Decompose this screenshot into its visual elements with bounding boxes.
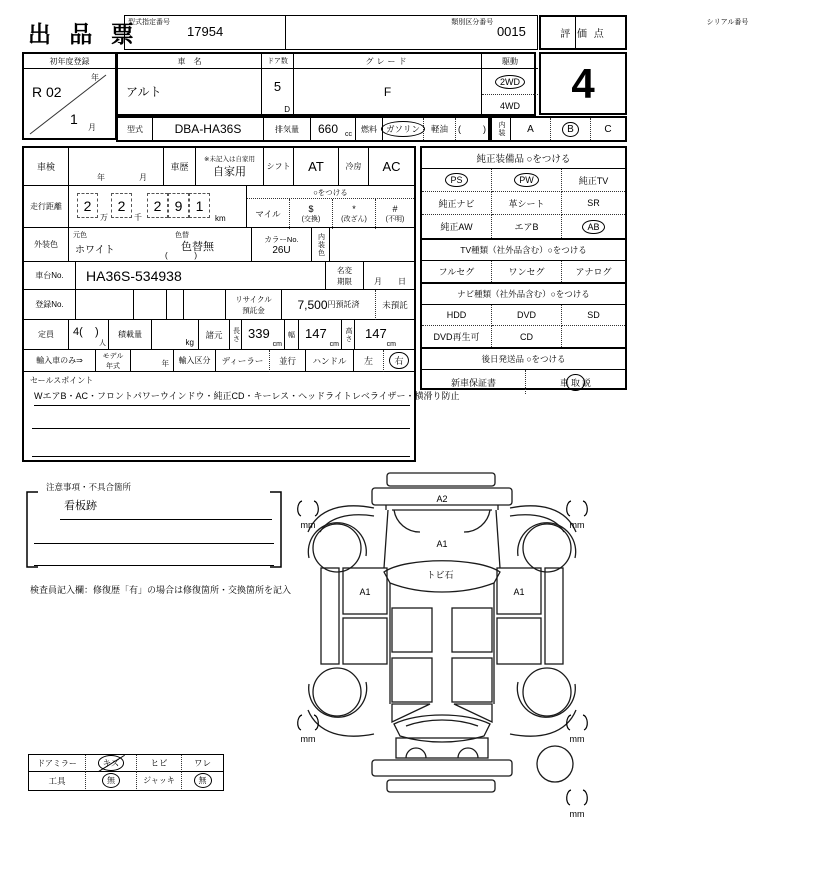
car-name-value: アルト [126,85,162,99]
length-value: 339 [248,326,270,341]
rename-month: 月 [374,277,382,286]
headlight-left [394,510,420,532]
cabin-box-3 [392,658,432,702]
spec-label: 諸元 [199,320,230,350]
width-cell [299,320,342,350]
equipment-title: 純正装備品 ○をつける [422,148,625,169]
sd-cell: SD [562,305,625,326]
capacity-unit: 人 [99,340,106,347]
ab-cell [562,215,625,238]
equipment-row-3 [422,215,625,238]
disp-label: 排気量 [264,118,311,140]
mm-bottom-right: mm [569,734,585,744]
exchange-option [290,199,333,229]
base-color-label: 元色 [73,232,87,239]
fuel-diesel-cell: 軽油 [424,118,456,140]
manual-cell [526,370,625,394]
model-row [116,116,490,142]
shift-label: シフト [264,148,294,186]
handle-right-circled: 右 [394,356,404,366]
rear-right-wheel [523,668,571,716]
recolor-value: 色替無 [181,241,214,253]
tool-none-cell [86,772,137,789]
mm-bottom-left: mm [300,734,316,744]
bracket-top-right [567,501,588,516]
score-label-box: 評 価 点 [539,15,627,50]
mile-options [247,199,414,229]
windshield-mark: トビ石 [426,570,454,580]
doors-col [262,54,294,114]
color-no-label: カラーNo. [264,234,299,244]
capacity-cell [69,320,109,350]
cabin-box-4 [452,658,492,702]
first-reg-label: 初年度登録 [24,54,115,69]
mileage-sen: 千 [134,213,142,222]
diagonal-line [24,69,115,139]
door-mirror-label: ドアミラー [29,755,86,772]
serial-cell [704,16,827,49]
jack-none-cell [182,772,223,789]
shaken-label: 車検 [24,148,69,186]
mileage-digit-1: 2 [77,193,98,218]
cool-label: 冷房 [339,148,369,186]
class-code-label: 類別区分番号 [451,19,494,26]
navi-type-row-1 [422,305,625,326]
manual-post: 説 [582,377,592,388]
sales-point-line-2 [32,428,410,429]
mm-top-right: mm [569,520,585,530]
sales-point-line-3 [32,456,410,457]
mileage-digit-3: 2 [147,193,168,218]
caution-line-2 [34,543,274,544]
fuel-gas-circled: ガソリン [385,124,420,134]
headlight-right [464,510,490,532]
car-name-label: 車 名 [118,54,261,69]
rename-label-2: 期限 [337,276,352,286]
reg-no-box-3 [167,290,184,320]
first-reg-month-unit: 月 [88,123,96,132]
interior-a: A [511,118,551,140]
height-label: 高さ [342,320,355,350]
doors-value: 5 [273,79,282,94]
inspector-note: 検査員記入欄：修復歴「有」の場合は修復箇所・交換箇所を記入 [30,585,292,595]
factory-tv-cell: 純正TV [562,169,625,192]
mile-option: マイル [247,199,290,229]
color-no-value: 26U [272,244,291,256]
sales-point-area [24,372,460,460]
equipment-row-2 [422,192,625,215]
model-code-value: 17954 [187,24,224,39]
fuel-gas-cell [383,118,424,140]
tool-table [28,754,224,791]
width-label: 幅 [285,320,299,350]
chassis-label: 車台No. [24,262,76,290]
recycle-label-1: リサイクル [235,294,272,304]
exchange-label: (交換) [301,216,321,223]
interior-label: 内装 [492,118,511,140]
interior-b-circled: B [567,123,574,135]
equipment-row-1 [422,169,625,192]
airbag-cell: エアB [492,215,562,238]
first-reg-value: R 02 [32,84,62,100]
drive-label: 駆動 [482,54,538,69]
jack-label: ジャッキ [137,772,182,789]
interior-grade-row [490,116,627,142]
model-year-label-2: 年式 [106,362,120,370]
shaken-month-unit: 月 [139,173,147,182]
history-label: 車歴 [164,148,196,186]
history-value: 自家用 [213,166,246,178]
front-plate [387,473,495,486]
recycle-amount-suffix: 円預託済 [327,300,360,309]
mile-group [247,186,414,228]
mileage-unit: km [215,214,226,223]
height-cell [355,320,414,350]
page-title: 出 品 票 [28,21,140,47]
doors-label: ドア数 [262,54,293,69]
doors-d: D [284,105,290,114]
color-no-cell [252,228,312,262]
right-side-mark: A1 [513,587,525,597]
caution-line-1 [60,519,272,520]
mileage-digit-4: 9 [168,193,189,218]
load-label: 積載量 [109,320,152,350]
class-code-value: 0015 [496,24,526,39]
capacity-label: 定員 [24,320,69,350]
ext-color-label: 外装色 [24,228,69,262]
tool-row-2 [29,772,223,789]
interior-b-cell [551,118,591,140]
front-left-fender [308,523,366,558]
bracket-bottom-right [567,715,588,730]
ab-circled: AB [587,221,600,232]
first-reg-year-unit: 年 [91,73,99,82]
doors-cell [262,69,293,115]
rear-left-wheel [313,668,361,716]
grade-col [294,54,482,114]
rear-bumper [372,760,512,776]
mile-circle-note: ○をつける [247,186,414,199]
vehicle-top-block [116,52,536,116]
ware-cell: ワレ [182,755,223,772]
recolor-paren: ( ) [165,251,197,260]
fullseg-cell: フルセグ [422,261,492,282]
left-rear-door [343,618,387,664]
shift-value: AT [294,148,339,186]
reg-no-box-4 [184,290,226,320]
fuel-label: 燃料 [356,118,383,140]
tv-type-title: TV種類（社外品含む）○をつける [422,238,625,261]
caution-line-3 [34,565,274,566]
later-ship-row [422,370,625,394]
tool-row-1 [29,755,223,772]
cd-cell: CD [492,326,562,347]
drive-col [482,54,538,114]
chassis-cell [76,262,326,290]
fuel-other-close: ) [483,124,486,134]
sales-point-label: セールスポイント [30,376,94,385]
unknown-symbol: # [392,204,398,214]
grade-value: F [383,85,392,99]
recolor-label: 色替 [175,232,189,239]
manual-pre: 車 [559,377,569,388]
front-bumper-mark: A2 [436,494,448,504]
int-color-cell [330,228,414,262]
mileage-cell [69,186,247,228]
bracket-spare [567,790,588,805]
fuel-other-cell [456,118,488,140]
height-value: 147 [365,326,387,341]
mileage-man: 万 [100,213,108,222]
oneseg-cell: ワンセグ [492,261,562,282]
tampered-label: (改ざん) [341,216,367,223]
rear-right-fender [517,682,575,717]
rename-date-cell [364,262,414,290]
rear-left-fender [309,682,367,717]
warranty-book-cell: 新車保証書 [422,370,526,394]
unknown-label: (不明) [385,216,405,223]
color-cell [69,228,252,262]
base-color-value: ホワイト [75,245,115,256]
recycle-label-2: 預託金 [242,305,265,315]
right-rocker [545,568,563,664]
model-value: DBA-HA36S [153,118,264,140]
model-year-label-cell [96,350,131,372]
handle-left: 左 [354,350,384,372]
jack-none-circled: 無 [198,776,207,785]
factory-aw-cell: 純正AW [422,215,492,238]
parallel-option: 並行 [270,350,306,372]
pw-cell [492,169,562,192]
mileage-digit-2: 2 [111,193,132,218]
hdd-cell: HDD [422,305,492,326]
recycle-label-cell [226,290,282,320]
tv-type-row [422,261,625,282]
first-reg-cell [24,69,115,139]
spare-tire [537,746,573,782]
tail-lights [406,748,478,758]
right-rear-door [497,618,541,664]
drive-4wd-cell: 4WD [500,100,520,111]
sunroof-cell: SR [562,192,625,215]
length-cell [242,320,285,350]
later-ship-title: 後日発送品 ○をつける [422,347,625,370]
factory-navi-cell: 純正ナビ [422,192,492,215]
car-name-cell [118,69,261,115]
handle-right-cell [384,350,414,372]
bracket-top-left [298,501,319,516]
model-year-unit: 年 [161,359,169,368]
bumper-notches [386,505,498,510]
manual-circled: 取 [570,377,580,388]
model-year-cell [131,350,174,372]
recycle-value-cell [282,290,376,320]
navi-type-title: ナビ種類（社外品含む）○をつける [422,282,625,305]
drive-2wd-circled: 2WD [500,76,520,87]
rear-window-arc [406,720,478,726]
length-unit: cm [272,341,282,348]
width-unit: cm [329,341,339,348]
model-label: 型式 [118,118,153,140]
score-value-box: 4 [539,52,627,115]
caution-label: 注意事項・不具合箇所 [46,482,132,492]
shaken-year-unit: 年 [97,173,105,182]
model-year-label-1: モデル [102,352,124,360]
pw-circled: PW [519,175,534,185]
tampered-symbol: * [352,204,356,214]
load-cell [152,320,199,350]
disp-cell [311,118,356,140]
capacity-value: 4( ) [73,326,99,338]
length-label: 長さ [230,320,242,350]
history-cell [196,148,264,186]
ps-cell [422,169,492,192]
unknown-option [376,199,414,229]
caution-text: 看板跡 [64,500,97,512]
exchange-symbol: $ [308,204,314,214]
tampered-option [333,199,376,229]
dvd-play-cell: DVD再生可 [422,326,492,347]
model-code-label: 型式指定番号 [128,19,170,26]
reg-no-label: 登録No. [24,290,76,320]
mileage-label: 走行距離 [24,186,69,228]
serial-label: シリアル番号 [706,19,749,26]
left-side-mark: A1 [359,587,371,597]
load-unit: kg [185,338,194,347]
height-unit: cm [386,341,396,348]
reg-no-box-2 [134,290,167,320]
handle-label: ハンドル [306,350,354,372]
rear-panel [396,738,488,758]
sales-point-text: WエアB・AC・フロントパワーウインドウ・純正CD・キーレス・ヘッドライトレベライザー・横滑り防止 [34,389,410,406]
analog-cell: アナログ [575,267,612,277]
front-right-fender [518,523,576,558]
car-condition-diagram [288,468,640,820]
import-only-label: 輸入車のみ⇒ [24,350,96,372]
fuel-other-open: ( [458,124,461,134]
cool-value: AC [369,148,414,186]
kizu-cell [86,755,137,772]
int-color-label: 内装色 [312,228,330,262]
grade-label: グレード [294,54,481,69]
rename-day: 日 [398,277,406,286]
width-value: 147 [305,326,327,341]
navi-type-row-2 [422,326,625,347]
dvd-cell: DVD [492,305,562,326]
ps-circled: PS [450,175,463,185]
hibi-cell: ヒビ [137,755,182,772]
car-name-col [118,54,262,114]
recycle-none: 未預託 [376,290,414,320]
mileage-digit-5: 1 [189,193,210,218]
hood-mark: A1 [436,539,448,549]
caution-bracket [24,490,284,570]
mm-spare: mm [569,809,585,819]
cabin-box-2 [452,608,492,652]
recycle-amount: 7,500 [297,297,328,312]
history-note: ※未記入は自家用 [204,156,255,163]
dealer-option: ディーラー [216,350,270,372]
left-rocker [321,568,339,664]
first-reg-block [22,52,117,140]
import-class-label: 輸入区分 [174,350,216,372]
disp-unit: cc [345,131,352,138]
cabin-box-1 [392,608,432,652]
reg-no-box-1 [76,290,134,320]
rename-label-1: 名変 [337,265,352,275]
mm-top-left: mm [300,520,316,530]
chassis-value: HA36S-534938 [86,268,182,284]
model-code-cell [125,16,286,49]
tool-label: 工具 [29,772,86,789]
drive-2wd-cell [482,69,538,95]
shaken-cell [69,148,164,186]
kizu-circled-slashed: キズ [102,758,120,768]
tool-none-circled: 無 [107,776,115,785]
leather-seat-cell: 革シート [492,192,562,215]
rear-plate [387,780,495,792]
disp-value: 660 [318,122,339,136]
interior-c: C [604,123,612,135]
navi-empty-cell [562,326,625,347]
first-reg-month: 1 [70,111,78,127]
cabin-side-lines [390,583,494,704]
equipment-table [420,146,627,390]
rename-label-cell [326,262,364,290]
